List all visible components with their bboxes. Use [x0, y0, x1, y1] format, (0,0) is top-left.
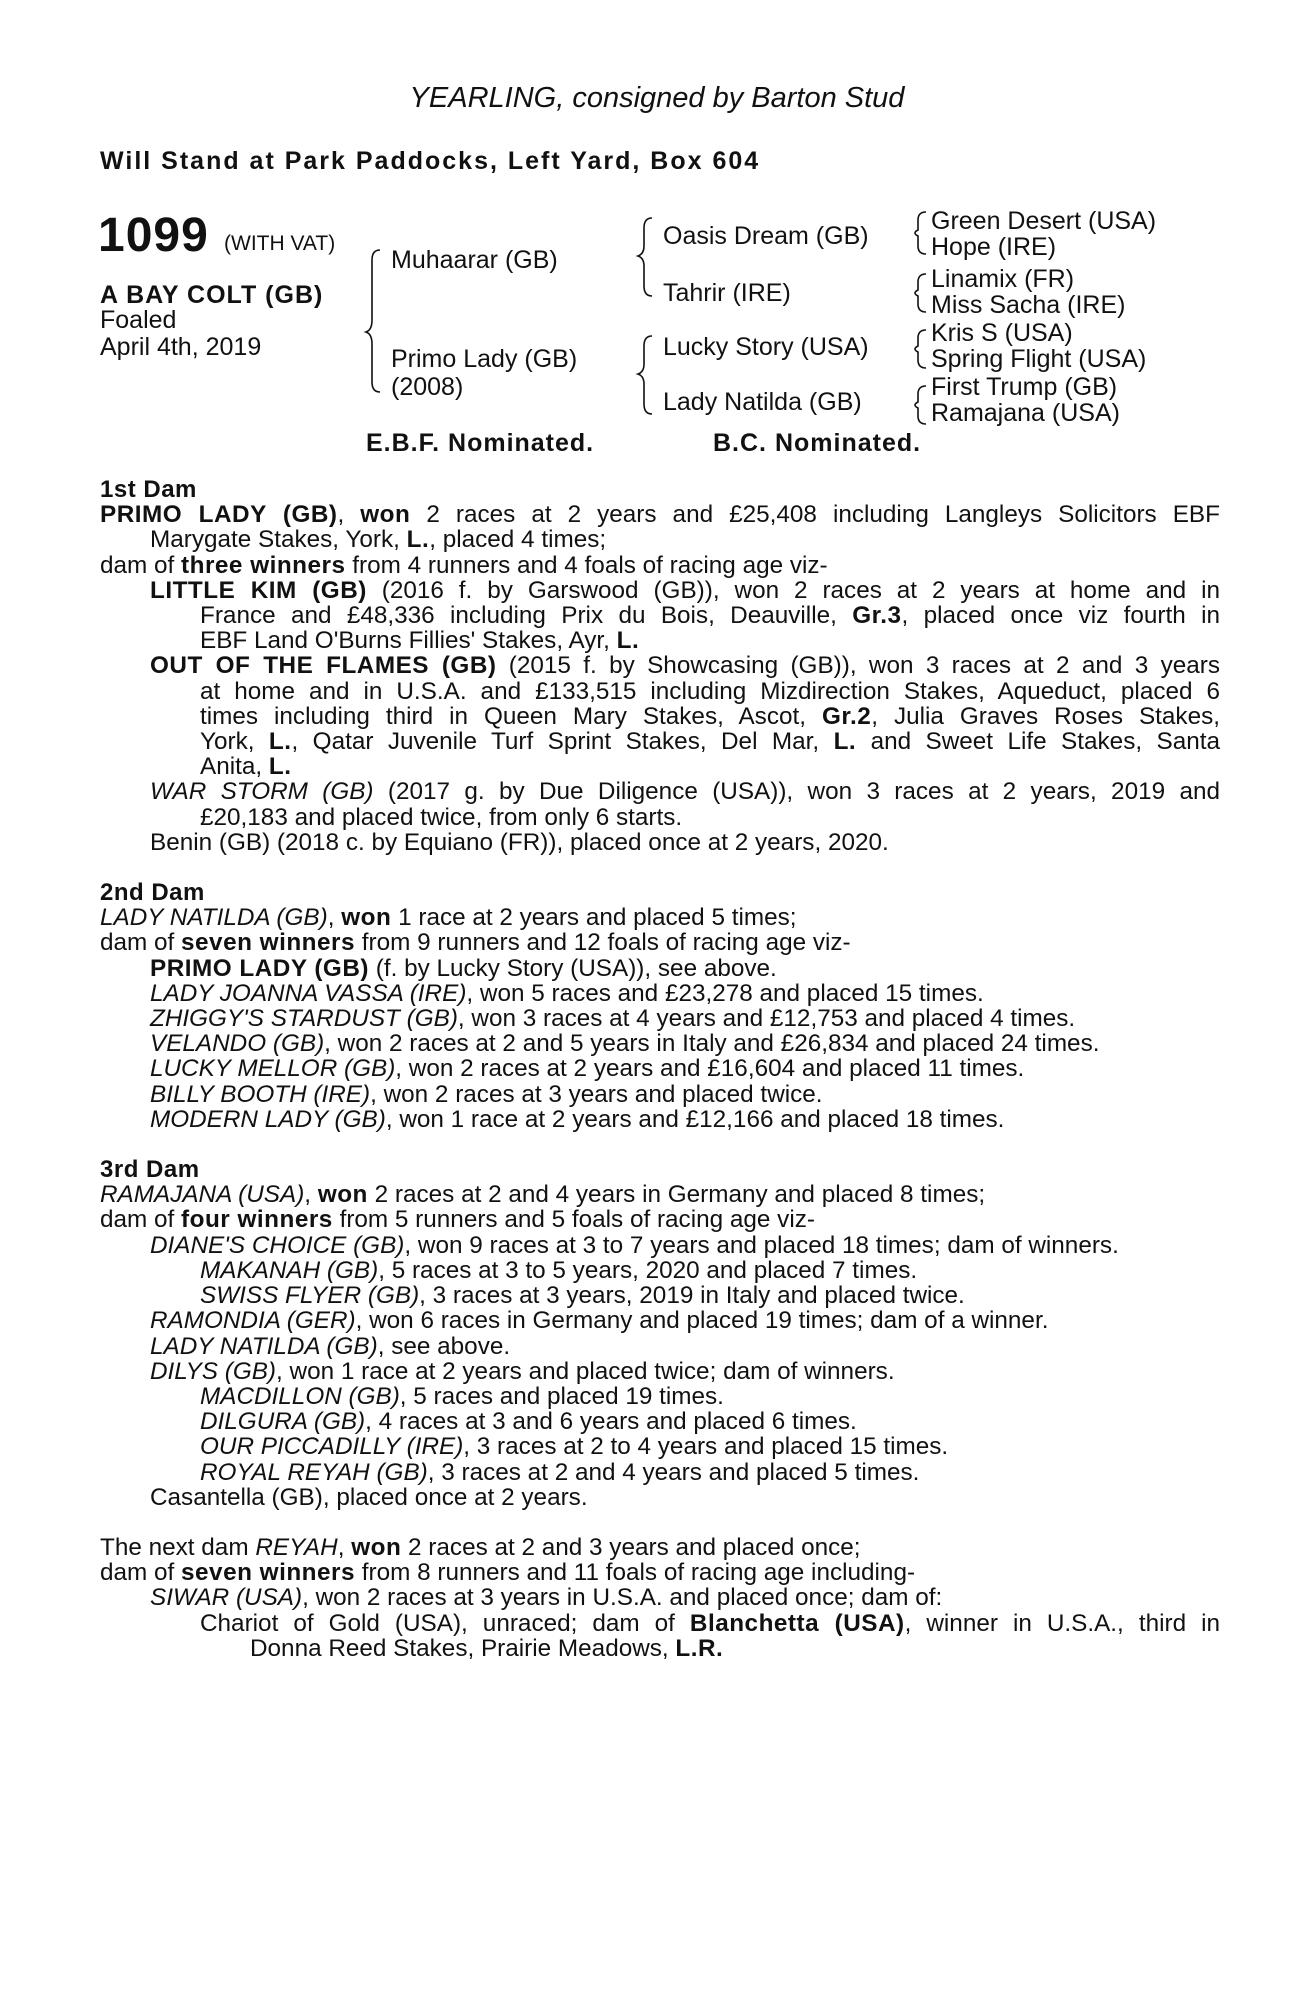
- progeny-line: OUR PICCADILLY (IRE), 3 races at 2 to 4 years and placed 15 times.: [200, 1433, 949, 1461]
- pedigree-dam-dam: Lady Natilda (GB): [663, 388, 862, 416]
- progeny-line: SIWAR (USA), won 2 races at 3 years in U.S.A. and placed once; dam of:: [150, 1584, 943, 1612]
- pedigree-g2: Hope (IRE): [931, 233, 1057, 261]
- bracket-gen3-3: [915, 330, 926, 368]
- pedigree-g8: Ramajana (USA): [931, 399, 1120, 427]
- bracket-gen2-upper: [638, 218, 652, 296]
- bc-nominated: B.C. Nominated.: [713, 429, 922, 457]
- pedigree-sire: Muhaarar (GB): [391, 246, 558, 274]
- pedigree-g7: First Trump (GB): [931, 373, 1118, 401]
- third-dam-title: 3rd Dam: [100, 1156, 200, 1184]
- progeny-line: EBF Land O'Burns Fillies' Stakes, Ayr, L.: [200, 627, 640, 655]
- progeny-line: LUCKY MELLOR (GB), won 2 races at 2 years and £16,604 and placed 11 times.: [150, 1055, 1025, 1083]
- progeny-line: PRIMO LADY (GB) (f. by Lucky Story (USA)), see above.: [150, 954, 777, 982]
- second-dam-line: dam of seven winners from 9 runners and 12 foals of racing age viz-: [100, 929, 851, 957]
- pedigree-dam-year: (2008): [391, 373, 464, 401]
- catalogue-body: [100, 477, 1220, 1661]
- progeny-line: France and £48,336 including Prix du Bois, Deauville, Gr.3, placed once viz fourth in: [200, 602, 1220, 630]
- progeny-line: MODERN LADY (GB), won 1 race at 2 years and £12,166 and placed 18 times.: [150, 1105, 1005, 1133]
- progeny-line: DILYS (GB), won 1 race at 2 years and placed twice; dam of winners.: [150, 1357, 895, 1385]
- progeny-line: Benin (GB) (2018 c. by Equiano (FR)), placed once at 2 years, 2020.: [150, 828, 889, 856]
- second-dam-title: 2nd Dam: [100, 879, 205, 907]
- progeny-line: LITTLE KIM (GB) (2016 f. by Garswood (GB)), won 2 races at 2 years at home and in: [150, 576, 1220, 604]
- second-dam-line: LADY NATILDA (GB), won 1 race at 2 years and placed 5 times;: [100, 904, 797, 932]
- progeny-line: MAKANAH (GB), 5 races at 3 to 5 years, 2020 and placed 7 times.: [200, 1256, 918, 1284]
- pedigree-g3: Linamix (FR): [931, 265, 1075, 293]
- progeny-line: Donna Reed Stakes, Prairie Meadows, L.R.: [250, 1634, 724, 1662]
- foaled-label: Foaled: [100, 306, 177, 334]
- progeny-line: Anita, L.: [200, 753, 292, 781]
- progeny-line: SWISS FLYER (GB), 3 races at 3 years, 2019 in Italy and placed twice.: [200, 1282, 965, 1310]
- progeny-line: DILGURA (GB), 4 races at 3 and 6 years and placed 6 times.: [200, 1408, 857, 1436]
- next-dam-line: The next dam REYAH, won 2 races at 2 and 3 years and placed once;: [100, 1533, 861, 1561]
- lot-description: A BAY COLT (GB): [100, 281, 324, 309]
- vat-label: (WITH VAT): [224, 232, 336, 255]
- bracket-gen3-1: [915, 212, 926, 254]
- pedigree-g5: Kris S (USA): [931, 319, 1073, 347]
- bracket-gen3-4: [915, 386, 926, 424]
- progeny-line: £20,183 and placed twice, from only 6 starts.: [200, 803, 683, 831]
- ebf-nominated: E.B.F. Nominated.: [366, 429, 595, 457]
- progeny-line: York, L., Qatar Juvenile Turf Sprint Stakes, Del Mar, L. and Sweet Life Stakes, Santa: [200, 728, 1220, 756]
- bracket-gen1: [366, 250, 380, 392]
- progeny-line: DIANE'S CHOICE (GB), won 9 races at 3 to 7 years and placed 18 times; dam of winners.: [150, 1231, 1119, 1259]
- pedigree-g6: Spring Flight (USA): [931, 345, 1147, 373]
- progeny-line: at home and in U.S.A. and £133,515 including Mizdirection Stakes, Aqueduct, placed 6: [200, 677, 1220, 705]
- progeny-line: LADY NATILDA (GB), see above.: [150, 1332, 511, 1360]
- progeny-line: WAR STORM (GB) (2017 g. by Due Diligence (USA)), won 3 races at 2 years, 2019 and: [150, 778, 1220, 806]
- first-dam-line: PRIMO LADY (GB), won 2 races at 2 years and £25,408 including Langleys Solicitors EBF: [100, 501, 1220, 529]
- pedigree-dam-sire: Lucky Story (USA): [663, 333, 869, 361]
- pedigree-g4: Miss Sacha (IRE): [931, 291, 1126, 319]
- progeny-line: ROYAL REYAH (GB), 3 races at 2 and 4 years and placed 5 times.: [200, 1458, 920, 1486]
- progeny-line: OUT OF THE FLAMES (GB) (2015 f. by Showcasing (GB)), won 3 races at 2 and 3 years: [150, 652, 1220, 680]
- progeny-line: BILLY BOOTH (IRE), won 2 races at 3 years and placed twice.: [150, 1080, 823, 1108]
- stand-location: Will Stand at Park Paddocks, Left Yard, Box 604: [100, 147, 761, 175]
- first-dam-line: Marygate Stakes, York, L., placed 4 times;: [150, 526, 607, 554]
- third-dam-line: dam of four winners from 5 runners and 5 foals of racing age viz-: [100, 1206, 815, 1234]
- progeny-line: LADY JOANNA VASSA (IRE), won 5 races and £23,278 and placed 15 times.: [150, 979, 984, 1007]
- page-title: YEARLING, consigned by Barton Stud: [409, 82, 905, 114]
- bracket-gen3-2: [915, 274, 926, 312]
- progeny-line: MACDILLON (GB), 5 races and placed 19 times.: [200, 1382, 724, 1410]
- first-dam-line: dam of three winners from 4 runners and 4 foals of racing age viz-: [100, 551, 828, 579]
- next-dam-line: dam of seven winners from 8 runners and 11 foals of racing age including-: [100, 1559, 916, 1587]
- third-dam-line: RAMAJANA (USA), won 2 races at 2 and 4 years in Germany and placed 8 times;: [100, 1181, 986, 1209]
- lot-number: 1099: [98, 209, 209, 262]
- first-dam-title: 1st Dam: [100, 476, 197, 503]
- progeny-line: Chariot of Gold (USA), unraced; dam of Blanchetta (USA), winner in U.S.A., third in: [200, 1609, 1220, 1637]
- bracket-gen2-lower: [638, 336, 652, 414]
- foaled-date: April 4th, 2019: [100, 333, 262, 361]
- progeny-line: VELANDO (GB), won 2 races at 2 and 5 years in Italy and £26,834 and placed 24 times.: [150, 1030, 1100, 1058]
- progeny-line: RAMONDIA (GER), won 6 races in Germany and placed 19 times; dam of a winner.: [150, 1307, 1049, 1335]
- pedigree-dam: Primo Lady (GB): [391, 345, 578, 373]
- pedigree-sire-dam: Tahrir (IRE): [663, 279, 791, 307]
- pedigree-g1: Green Desert (USA): [931, 207, 1157, 235]
- progeny-line: times including third in Queen Mary Stakes, Ascot, Gr.2, Julia Graves Roses Stakes,: [200, 702, 1220, 730]
- progeny-line: ZHIGGY'S STARDUST (GB), won 3 races at 4 years and £12,753 and placed 4 times.: [150, 1005, 1076, 1033]
- progeny-line: Casantella (GB), placed once at 2 years.: [150, 1483, 588, 1511]
- pedigree-sire-sire: Oasis Dream (GB): [663, 222, 869, 250]
